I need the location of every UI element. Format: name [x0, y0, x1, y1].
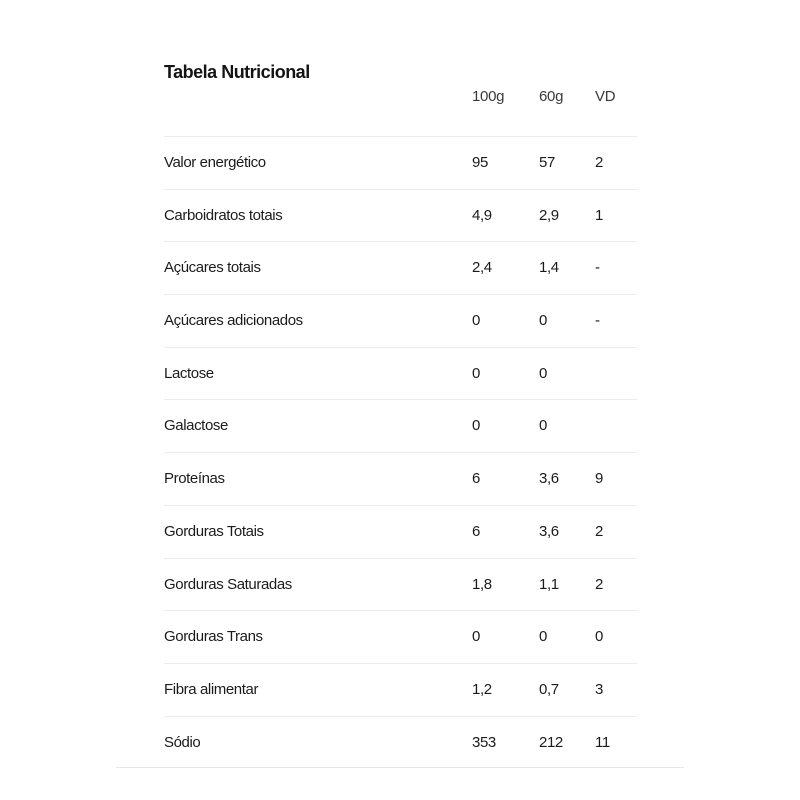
value-100g: 2,4	[472, 259, 492, 277]
value-60g: 0	[539, 312, 547, 330]
table-row	[164, 505, 637, 558]
nutrient-name: Sódio	[164, 733, 201, 751]
value-100g: 6	[472, 522, 480, 540]
value-100g: 95	[472, 154, 488, 171]
value-vd: 1	[595, 206, 603, 224]
value-100g: 4,9	[472, 206, 492, 224]
table-row	[164, 663, 637, 716]
value-vd: -	[595, 259, 600, 277]
value-60g: 57	[539, 154, 555, 171]
nutrient-name: Fibra alimentar	[164, 680, 259, 698]
nutrient-name: Galactose	[164, 417, 228, 435]
value-60g: 212	[539, 733, 563, 751]
nutrient-name: Açúcares adicionados	[164, 312, 303, 330]
value-60g: 3,6	[539, 470, 559, 488]
table-row	[164, 452, 637, 505]
value-vd: 2	[595, 522, 603, 540]
value-60g: 0	[539, 628, 547, 646]
value-vd: 11	[595, 733, 610, 751]
value-vd: 2	[595, 575, 603, 593]
table-title: Tabela Nutricional	[164, 62, 310, 82]
table-bottom-divider	[116, 767, 684, 768]
table-row	[164, 558, 637, 611]
value-vd: -	[595, 312, 600, 330]
value-100g: 353	[472, 733, 496, 751]
value-100g: 0	[472, 364, 480, 382]
nutrient-name: Valor energético	[164, 154, 266, 171]
nutrient-name: Lactose	[164, 364, 214, 382]
nutrient-name: Gorduras Trans	[164, 628, 263, 646]
table-row	[164, 399, 637, 452]
value-60g: 1,1	[539, 575, 559, 593]
value-100g: 1,8	[472, 575, 492, 593]
nutrient-name: Gorduras Saturadas	[164, 575, 292, 593]
value-60g: 0	[539, 364, 547, 382]
value-100g: 0	[472, 417, 480, 435]
column-header-vd: VD	[595, 88, 616, 105]
nutrient-name: Açúcares totais	[164, 259, 261, 277]
table-row	[164, 610, 637, 663]
value-vd: 3	[595, 680, 603, 698]
table-row	[164, 241, 637, 294]
value-100g: 1,2	[472, 680, 492, 698]
value-vd: 2	[595, 154, 603, 171]
value-60g: 2,9	[539, 206, 559, 224]
value-vd: 0	[595, 628, 603, 646]
nutrient-name: Gorduras Totais	[164, 522, 264, 540]
nutrient-name: Carboidratos totais	[164, 206, 283, 224]
table-row	[164, 136, 637, 189]
table-row	[164, 294, 637, 347]
value-100g: 0	[472, 628, 480, 646]
column-header-100g: 100g	[472, 88, 505, 105]
value-60g: 0,7	[539, 680, 559, 698]
table-row	[164, 189, 637, 242]
value-vd: 9	[595, 470, 603, 488]
column-header-60g: 60g	[539, 88, 564, 105]
nutrient-name: Proteínas	[164, 470, 225, 488]
value-100g: 6	[472, 470, 480, 488]
table-row	[164, 716, 637, 769]
table-row	[164, 347, 637, 400]
nutrition-rows	[164, 136, 637, 768]
value-60g: 3,6	[539, 522, 559, 540]
value-60g: 0	[539, 417, 547, 435]
value-100g: 0	[472, 312, 480, 330]
value-60g: 1,4	[539, 259, 559, 277]
